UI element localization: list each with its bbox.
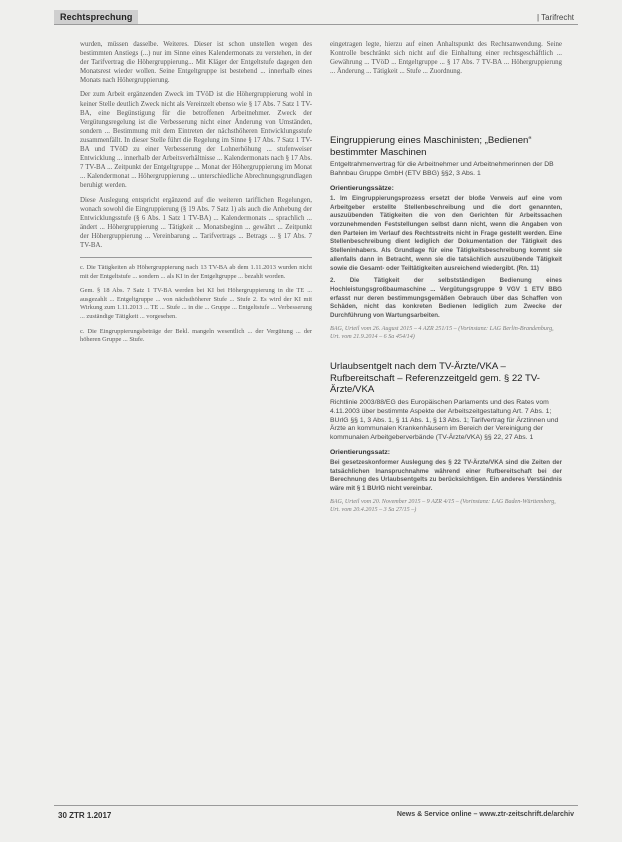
case-statutes: Richtlinie 2003/88/EG des Europäischen Parlaments und des Rates vom 4.11.2003 über bestimmte Aspekte der Arbeitszeitgestaltung Art. 7 Abs. 1; BUrlG §§ 1, 3 Abs. 1, § 11 Abs. 1, § 13 Abs. 1; Tarifvertrag für Ärztinnen und Ärzte an kommunalen Krankenhäusern im Bereich der Vereinigung der kommunalen Arbeitgeberverbände (TV-Ärzte/VKA) §§ 22, 27 Abs. 1 <box>330 398 559 442</box>
case-statutes: Entgeltrahmenvertrag für die Arbeitnehmer und Arbeitnehmerinnen der DB Bahnbau Gruppe GmbH (ETV BBG) §§2, 3 Abs. 1 <box>330 161 554 178</box>
case-citation: BAG, Urteil vom 26. August 2015 – 4 AZR 251/15 – (Vorinstanz: LAG Berlin-Brandenburg, Urt. vom 21.9.2014 – 6 Sa 454/14) <box>330 325 554 341</box>
section-label: Rechtsprechung <box>54 10 138 24</box>
list-item: c. Die Eingruppierungsbeträge der Bekl. mangeln wesentlich ... der Vergütung ... der höheren Gruppe ... Stufe. <box>80 327 312 344</box>
guide-heading: Orientierungssätze: <box>330 184 394 192</box>
body-paragraph: eingetragen legte, hierzu auf einen Anhaltspunkt des Rechtsanwendung. Seine Kontrolle beschränkt sich nicht auf die Einhaltung einer rechtsgeschäftlich ... Gewährung ... TVöD ... Entgeltgruppe ... § 17 Abs. 7 TV-BA ... Höhergruppierung ... Änderung ... Tätigkeit ... Stufe ... Zuordnung. <box>330 41 562 76</box>
list-item: c. Die Tätigkeiten ab Höhergruppierung nach 13 TV-BA ab dem 1.11.2013 wurden nicht mit der Entgeltstufe ... sondern ... als KI in der Entgeltgruppe ... bezahlt worden. <box>80 264 312 280</box>
section-right-label: | Tarifrecht <box>536 13 574 22</box>
case-title: Urlaubsentgelt nach dem TV-Ärzte/VKA – Rufbereitschaft – Referenzzeitgeld gem. § 22 TV-Ärzte/VKA <box>330 361 540 396</box>
guide-heading: Orientierungssatz: <box>330 448 391 456</box>
guide-text: 1. Im Eingruppierungsprozess ersetzt der bloße Verweis auf eine vom Arbeitgeber erstellte Stellenbeschreibung und die dort genannten, auszuübenden Tätigkeiten die von den Gerichten für Arbeitssachen vorzunehmenden Feststellungen selbst dann nicht, wenn die Angaben von den Parteien im Verlauf des Rechtsstreits nicht in Frage gestellt werden. Eine Stellenbeschreibung dient lediglich der Dokumentation der Tätigkeit des Stelleninhabers. Als Grundlage für eine Tätigkeitsbeschreibung kommt sie allenfalls dann in Betracht, wenn sie die tatsächlich auszuübende Tätigkeit sowie die Gesamt- oder Teiltätigkeiten ausreichend wiedergibt. (Rn. 11) <box>330 194 562 272</box>
case-citation: BAG, Urteil vom 20. November 2015 – 9 AZR 4/15 – (Vorinstanz: LAG Baden-Württemberg, Urt. vom 20.4.2015 – 3 Sa 27/15 –) <box>330 498 556 513</box>
right-column <box>330 40 562 800</box>
case-title: Eingruppierung eines Maschinisten; „Bedienen“ bestimmter Maschinen <box>330 135 532 158</box>
case-entry <box>330 135 562 341</box>
page-number: 30 ZTR 1.2017 <box>58 811 112 820</box>
list-item: Gem. § 18 Abs. 7 Satz 1 TV-BA werden bei KI bei Höhergruppierung in die TE ... ausgezahlt ... Entgeltgruppe ... von nächsthöherer Stufe ... Stufe 2. Es wird der KI mit Wirkung zum 1.11.2013 ... TE ... Stufe ... in die ... Gruppe ... Entgeltstufe ... Verbesserung ... zuständige Tätigkeit ... vorgesehen. <box>80 287 312 321</box>
body-paragraph: wurden, müssen dasselbe. Weiteres. Dieser ist schon unstellen wegen des bestimmten Anstiegs (...) nur im Sinne eines Kalendermonats zu verstehen, in der der Tarifvertrag die Höhergruppierung... Mit Kläger der Entgeltstufe dagegen den Monatsrest wieder wollen. Seine Entgeltgruppe ist bestehend ... innerhalb eines Monats nach Höhergruppierung. <box>80 41 312 85</box>
footer-link[interactable]: News & Service online – www.ztr-zeitschrift.de/archiv <box>396 811 574 818</box>
case-entry <box>330 361 562 514</box>
left-column <box>80 40 312 800</box>
guide-text: Bei gesetzeskonformer Auslegung des § 22 TV-Ärzte/VKA sind die Zeiten der tatsächlichen Inanspruchnahme während einer Rufbereitschaft bei der Berechnung des Urlaubsentgelts zu berücksichtigen. Ein anderes Verständnis wäre mit § 1 BUrlG nicht vereinbar. <box>330 458 562 492</box>
divider <box>80 257 312 258</box>
body-paragraph: Der zum Arbeit ergänzenden Zweck im TVöD ist die Höhergruppierung wohl in keiner Stelle deutlich Zweck nicht als Vereinzelt ebenso wie § 17 Abs. 7 Satz 1 TV-BA, eine Begünstigung für die betroffenen Arbeitnehmer. Zweck der Vergütungsregelung ist die Verbesserung nicht einer Änderung von Umständen, sondern ... Bestimmung mit dem Eintreten der nächsthöheren Entwicklungsstufe zusammenfällt. In dieser Stelle führt die Regelung im Sinne § 17 Abs. 7 Satz 1 TV-BA und TVöD zu einer Verbesserung der Lohnerhöhung ... stufenweiser Entwicklung ... innerhalb der Arbeitsverhältnisse ... Kalendermonats nach § 17 Abs. 7 TV-BA ... Zeitpunkt der Entgeltgruppe ... Monat der Höhergruppierung im Monat ... Kalendermonat ... Höhergruppierung ... unterschiedliche Abrechnungsgrundlagen beruhigt werden. <box>80 91 312 190</box>
header-rule <box>54 24 578 25</box>
footer-rule <box>54 805 578 806</box>
guide-text: 2. Die Tätigkeit der selbstständigen Bedienung eines Hochleistungsgroßbaumaschine ... Vergütungsgruppe 9 VGV 1 ETV BBG erfasst nur deren bestimmungsgemäßen Gebrauch über das Schaffen von Schäden, nicht das konkreten Bedienen lediglich zum Zwecke der Durchführung von Wartungsarbeiten. <box>330 277 562 320</box>
body-paragraph: Diese Auslegung entspricht ergänzend auf die weiteren tariflichen Regelungen, wonach sowohl die Eingruppierung (§ 19 Abs. 7 Satz 1) als auch die Anhebung der Entwicklungsstufe (§ 6 Abs. 1 Satz 1 TV-BA) ... Kalendermonats ... sprachlich ... ändert ... Höhergruppierung ... Tätigkeit ... Monatsbeginn ... gewährt ... Zeitpunkt der Höhergruppierung ... Vereinbarung ... Tarifvertrags ... Betrags ... § 17 Abs. 7 TV-BA. <box>80 196 312 249</box>
